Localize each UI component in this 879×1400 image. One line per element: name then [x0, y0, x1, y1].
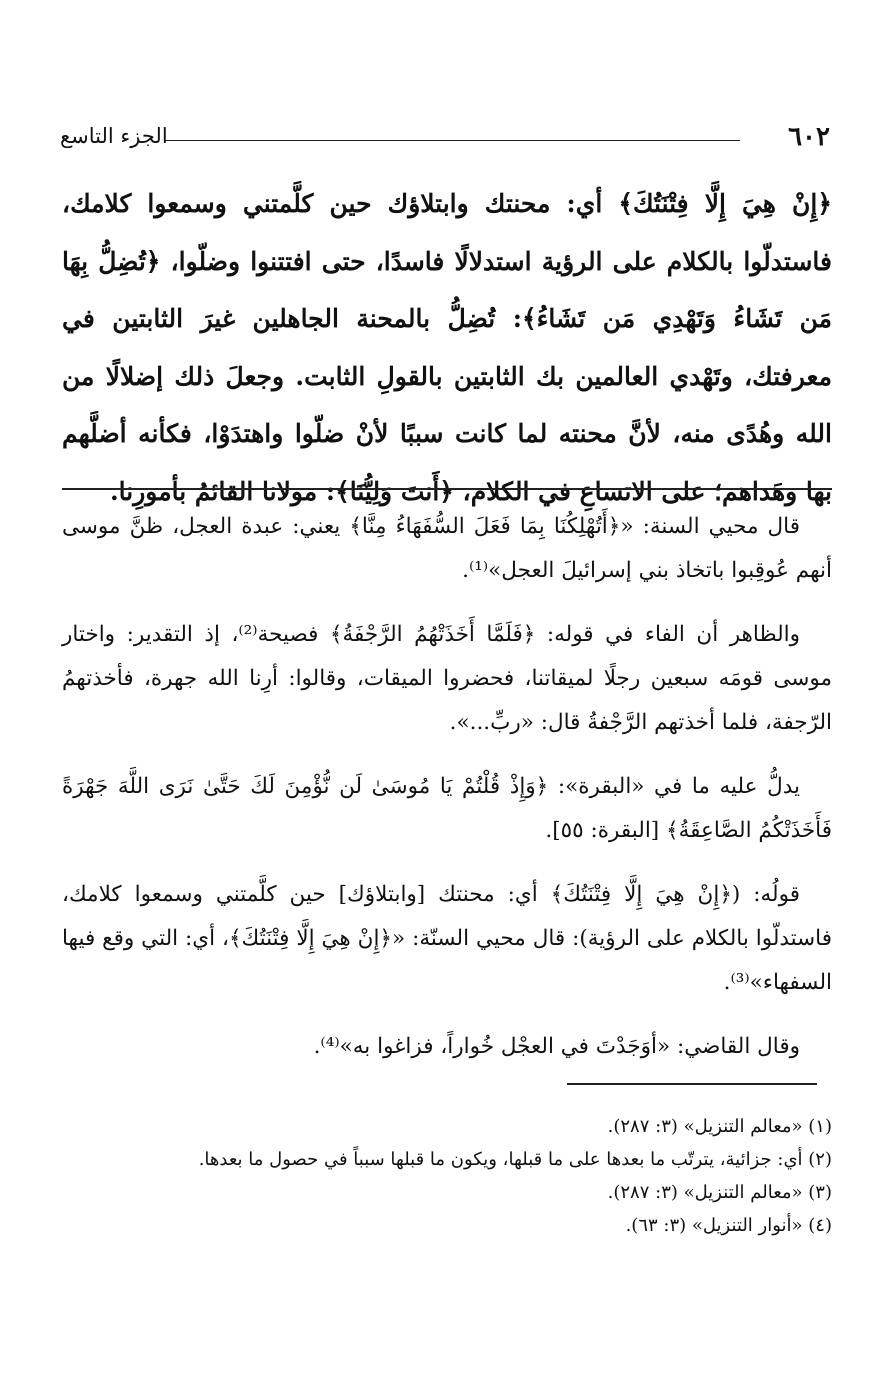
- footnote: (٤) «أنوار التنزيل» (٣: ٦٣).: [625, 1215, 832, 1236]
- commentary-paragraph: يدلُّ عليه ما في «البقرة»: ﴿وَإِذْ قُلْتُمْ يَا مُوسَىٰ لَن نُّؤْمِنَ لَكَ حَتَّىٰ نَرَى اللَّهَ جَهْرَةً فَأَخَذَتْكُمُ الصَّاعِقَةُ﴾ [البقرة: ٥٥].: [62, 774, 832, 843]
- running-title: الجزء التاسع: [60, 124, 168, 148]
- page-number: ٦٠٢: [788, 122, 830, 152]
- commentary-paragraph: والظاهر أن الفاء في قوله: ﴿فَلَمَّا أَخَذَتْهُمُ الرَّجْفَةُ﴾ فصيحة⁽²⁾، إذ التقدير: واختار موسى قومَه سبعين رجلًا لميقاتنا، فحضروا الميقات، وقالوا: أرِنا الله جهرة، فأخذتهمُ الرّجفة، فلما أخذتهم الرَّجْفةُ قال: «ربِّ...».: [62, 622, 832, 735]
- footnote: (٣) «معالم التنزيل» (٣: ٢٨٧).: [607, 1182, 832, 1203]
- main-text: [62, 175, 832, 520]
- main-paragraph: ﴿إِنْ هِيَ إِلَّا فِتْنَتُكَ﴾ أي: محنتك وابتلاؤك حين كلَّمتني وسمعوا كلامك، فاستدلّوا بالكلام على الرؤية استدلالًا فاسدًا، حتى افتتنوا وضلّوا، ﴿تُضِلُّ بِهَا مَن تَشَاءُ وَتَهْدِي مَن تَشَاءُ﴾: تُضِلُّ بالمحنة الجاهلين غيرَ الثابتين في معرفتك، وتَهْدي العالمين بك الثابتين بالقولِ الثابت. وجعلَ ذلك إضلالًا من الله وهُدًى منه، لأنَّ محنته لما كانت سببًا لأنْ ضلّوا واهتدَوْا، فكأنه أضلَّهم بها وهَداهم؛ على الاتساعِ في الكلام، ﴿أَنتَ وَلِيُّنَا﴾: مولانا القائمُ بأمورِنا.: [62, 189, 832, 506]
- page-header: [60, 122, 830, 162]
- footnote-divider: [567, 1083, 817, 1085]
- commentary-paragraph: قال محيي السنة: «﴿أَتُهْلِكُنَا بِمَا فَعَلَ السُّفَهَاءُ مِنَّا﴾ يعني: عبدة العجل، ظنَّ موسى أنهم عُوقِبوا باتخاذ بني إسرائيلَ العجل»⁽¹⁾.: [62, 514, 832, 583]
- commentary-paragraph: وقال القاضي: «أوَجَدْتَ في العجْل خُواراً، فزاغوا به»⁽⁴⁾.: [313, 1034, 800, 1059]
- header-rule: [165, 140, 740, 141]
- footnotes: [62, 1110, 832, 1242]
- footnote: (٢) أي: جزائية، يترتّب ما بعدها على ما قبلها، ويكون ما قبلها سبباً في حصول ما بعدها.: [198, 1149, 832, 1170]
- commentary-paragraph: قولُه: (﴿إِنْ هِيَ إِلَّا فِتْنَتُكَ﴾ أي: محنتك [وابتلاؤك] حين كلَّمتني وسمعوا كلامك، فاستدلّوا بالكلام على الرؤية): قال محيي السنّة: «﴿إِنْ هِيَ إِلَّا فِتْنَتُكَ﴾، أي: التي وقع فيها السفهاء»⁽³⁾.: [62, 882, 832, 995]
- footnote: (١) «معالم التنزيل» (٣: ٢٨٧).: [607, 1116, 832, 1137]
- commentary: [62, 505, 832, 1089]
- section-divider: [62, 488, 832, 490]
